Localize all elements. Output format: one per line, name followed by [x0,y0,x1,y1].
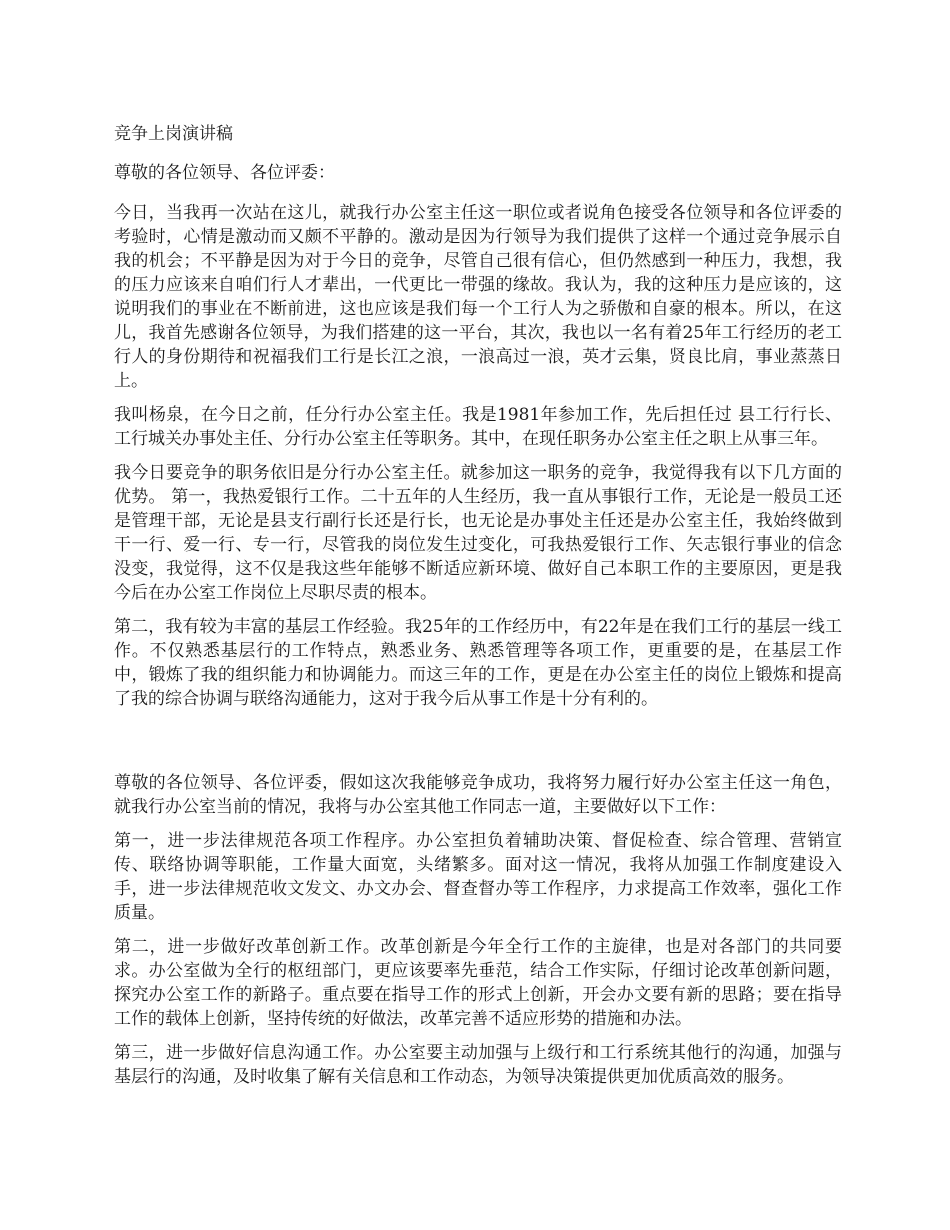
document-page [114,122,842,1099]
paragraph-advantage-one: 我今日要竞争的职务依旧是分行办公室主任。就参加这一职务的竞争，我觉得我有以下几方面的优势。 第一，我热爱银行工作。二十五年的人生经历，我一直从事银行工作，无论是一般员工还是管理干部，无论是县支行副行长还是行长，也无论是办事处主任还是办公室主任，我始终做到干一行、爱一行、专一行，尽管我的岗位发生过变化，可我热爱银行工作、矢志银行事业的信念没变，我觉得，这不仅是我这些年能够不断适应新环境、做好自己本职工作的主要原因，更是我今后在办公室工作岗位上尽职尽责的根本。 [114,463,842,603]
paragraph-plan-two: 第二，进一步做好改革创新工作。改革创新是今年全行工作的主旋律，也是对各部门的共同要求。办公室做为全行的枢纽部门，更应该要率先垂范，结合工作实际，仔细讨论改革创新问题，探究办公室工作的新路子。重点要在指导工作的形式上创新，开会办文要有新的思路；要在指导工作的载体上创新，坚持传统的好做法，改革完善不适应形势的措施和办法。 [114,937,842,1029]
salutation: 尊敬的各位领导、各位评委： [114,163,335,183]
section-gap [114,721,842,771]
paragraph-plan-three: 第三，进一步做好信息沟通工作。办公室要主动加强与上级行和工行系统其他行的沟通，加强与基层行的沟通，及时收集了解有关信息和工作动态，为领导决策提供更加优质高效的服务。 [114,1043,842,1087]
paragraph-plan-intro: 尊敬的各位领导、各位评委，假如这次我能够竞争成功，我将努力履行好办公室主任这一角色，就我行办公室当前的情况，我将与办公室其他工作同志一道，主要做好以下工作： [114,773,842,817]
paragraph-introduction: 我叫杨泉，在今日之前，任分行办公室主任。我是1981年参加工作，先后担任过 县工行行长、工行城关办事处主任、分行办公室主任等职务。其中，在现任职务办公室主任之职上从事三年。 [114,405,842,449]
paragraph-plan-one: 第一，进一步法律规范各项工作程序。办公室担负着辅助决策、督促检查、综合管理、营销宣传、联络协调等职能，工作量大面宽，头绪繁多。面对这一情况，我将从加强工作制度建设入手，进一步法律规范收文发文、办文办会、督查督办等工作程序，力求提高工作效率，强化工作质量。 [114,831,842,923]
paragraph-opening: 今日，当我再一次站在这儿，就我行办公室主任这一职位或者说角色接受各位领导和各位评委的考验时，心情是激动而又颇不平静的。激动是因为行领导为我们提供了这样一个通过竞争展示自我的机会；不平静是因为对于今日的竞争，尽管自己很有信心，但仍然感到一种压力，我想，我的压力应该来自咱们行人才辈出，一代更比一带强的缘故。我认为，我的这种压力是应该的，这说明我们的事业在不断前进，这也应该是我们每一个工行人为之骄傲和自豪的根本。所以，在这儿，我首先感谢各位领导，为我们搭建的这一平台，其次，我也以一名有着25年工行经历的老工行人的身份期待和祝福我们工行是长江之浪，一浪高过一浪，英才云集，贤良比肩，事业蒸蒸日上。 [114,203,842,391]
document-title: 竞争上岗演讲稿 [114,124,233,144]
paragraph-advantage-two: 第二，我有较为丰富的基层工作经验。我25年的工作经历中，有22年是在我们工行的基层一线工作。不仅熟悉基层行的工作特点，熟悉业务、熟悉管理等各项工作，更重要的是，在基层工作中，锻炼了我的组织能力和协调能力。而这三年的工作，更是在办公室主任的岗位上锻炼和提高了我的综合协调与联络沟通能力，这对于我今后从事工作是十分有利的。 [114,617,842,709]
